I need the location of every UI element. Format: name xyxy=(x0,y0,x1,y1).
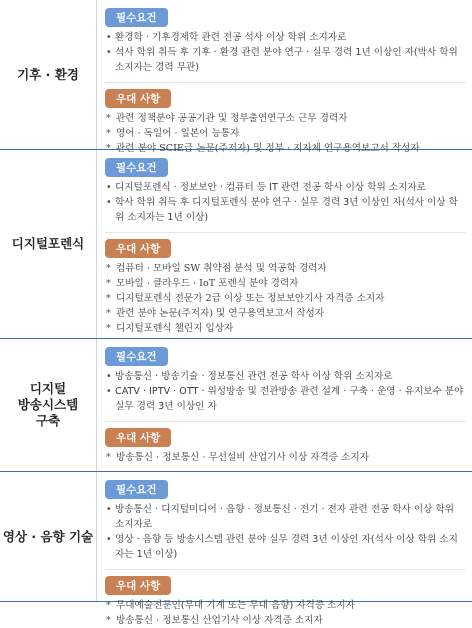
required-block xyxy=(105,156,466,233)
preferred-badge: 우대 사항 xyxy=(105,239,171,258)
list-item: * 영어 · 독일어 · 일본어 능통자 xyxy=(105,126,466,141)
list-item: • 환경학 · 기후경제학 관련 전공 석사 이상 학위 소지자로 xyxy=(105,30,466,45)
content-cell xyxy=(96,0,472,154)
required-badge: 필수요건 xyxy=(105,480,168,499)
required-block xyxy=(105,6,466,83)
category-label: 영상 · 음향 기술 xyxy=(2,528,94,544)
list-item: * 모바일 · 클라우드 · IoT 포렌식 분야 경력자 xyxy=(105,276,466,291)
required-badge: 필수요건 xyxy=(105,158,168,177)
list-item: * 디지털포렌식 전문가 2급 이상 또는 정보보안기사 자격증 소지자 xyxy=(105,291,466,306)
list-item: * 관련 분야 SCIE급 논문(주저자) 및 정부 · 지자체 연구용역보고서 작성자 xyxy=(105,141,466,156)
required-list xyxy=(105,369,466,414)
preferred-list xyxy=(105,111,466,156)
list-item: * 컴퓨터 · 모바일 SW 취약점 분석 및 역공학 경력자 xyxy=(105,261,466,276)
list-item: • 방송통신 · 디지털미디어 · 음향 · 정보통신 · 전기 · 전자 관련 전공 학사 이상 학위 소지자로 xyxy=(105,502,466,532)
row-climate-environment xyxy=(0,0,472,154)
content-cell xyxy=(96,339,472,471)
content-cell xyxy=(96,472,472,626)
list-item: • 방송통신 · 방송기술 · 정보통신 관련 전공 학사 이상 학위 소지자로 xyxy=(105,369,466,384)
required-list xyxy=(105,30,466,75)
category-label: 디지털포렌식 xyxy=(11,236,85,251)
preferred-badge: 우대 사항 xyxy=(105,576,171,595)
category-cell xyxy=(0,339,96,471)
content-cell xyxy=(96,150,472,338)
preferred-badge: 우대 사항 xyxy=(105,428,171,447)
category-cell xyxy=(0,472,96,601)
list-item: * 무대예술전문인(무대 기계 또는 무대 음향) 자격증 소지자 xyxy=(105,598,466,613)
required-badge: 필수요건 xyxy=(105,347,168,366)
list-item: • 석사 학위 취득 후 기후 · 환경 관련 분야 연구 · 실무 경력 1년 이상인 자(박사 학위 소지자는 경력 무관) xyxy=(105,45,466,75)
row-video-audio-technology xyxy=(0,472,472,626)
category-cell xyxy=(0,0,96,149)
preferred-badge: 우대 사항 xyxy=(105,89,171,108)
preferred-list xyxy=(105,598,466,628)
list-item: * 디지털포렌식 챌린지 입상자 xyxy=(105,321,466,336)
list-item: * 방송통신 · 정보통신 산업기사 이상 자격증 소지자 xyxy=(105,613,466,628)
list-item: • 디지털포렌식 · 정보보안 · 컴퓨터 등 IT 관련 전공 학사 이상 학위 소지자로 xyxy=(105,180,466,195)
required-block xyxy=(105,478,466,570)
list-item: • 학사 학위 취득 후 디지털포렌식 분야 연구 · 실무 경력 3년 이상인 자(석사 이상 학위 소지자는 1년 이상) xyxy=(105,195,466,225)
row-digital-broadcast-system xyxy=(0,339,472,472)
list-item: * 관련 정책분야 공공기관 및 정부출연연구소 근무 경력자 xyxy=(105,111,466,126)
list-item: • 영상 · 음향 등 방송시스템 관련 분야 실무 경력 3년 이상인 자(석사 이상 학위 소지자는 1년 이상) xyxy=(105,532,466,562)
category-label: 디지털 방송시스템 구축 xyxy=(17,381,79,428)
row-digital-forensics xyxy=(0,150,472,339)
preferred-list xyxy=(105,450,466,465)
required-list xyxy=(105,180,466,225)
category-label: 기후 · 환경 xyxy=(17,66,79,82)
category-cell xyxy=(0,150,96,338)
required-badge: 필수요건 xyxy=(105,8,168,27)
list-item: • CATV · IPTV · OTT · 위성방송 및 전관방송 관련 설계 · 구축 · 운영 · 유지보수 분야 실무 경력 3년 이상인 자 xyxy=(105,384,466,414)
required-block xyxy=(105,345,466,422)
list-item: * 방송통신 · 정보통신 · 무선설비 산업기사 이상 자격증 소지자 xyxy=(105,450,466,465)
list-item: * 관련 분야 논문(주저자) 및 연구용역보고서 작성자 xyxy=(105,306,466,321)
required-list xyxy=(105,502,466,562)
preferred-list xyxy=(105,261,466,336)
